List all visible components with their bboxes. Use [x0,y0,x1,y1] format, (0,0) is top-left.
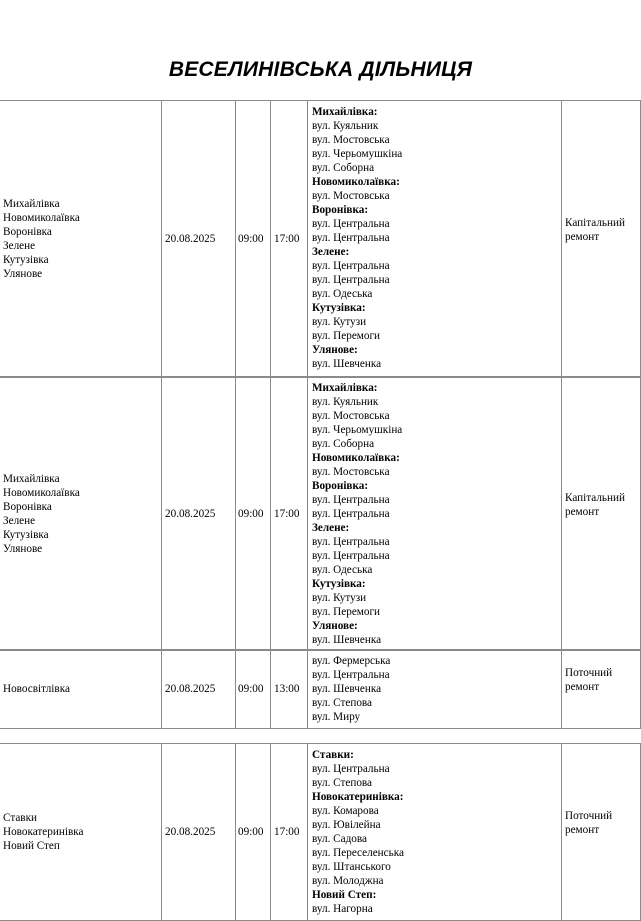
column-divider [561,650,562,728]
repair-type-text: Поточний [565,810,613,822]
street-name: вул. Центральна [312,508,390,520]
village-name: Кутузівка [3,528,49,541]
village-heading: Новомиколаївка: [312,452,400,464]
village-heading: Новокатеринівка: [312,791,404,803]
street-name: вул. Куяльник [312,396,379,408]
repair-type-text: ремонт [565,231,600,243]
column-divider [561,101,562,377]
column-divider [307,377,308,650]
column-divider [161,377,162,650]
column-divider [561,377,562,650]
date-cell: 20.08.2025 [165,683,216,695]
repair-type-text: ремонт [565,505,600,518]
village-name: Воронівка [3,500,52,513]
table-row [0,649,641,729]
street-name: вул. Комарова [312,805,379,817]
column-divider [161,650,162,728]
village-heading: Зелене: [312,522,350,534]
street-name: вул. Миру [312,711,361,723]
streets-cell [312,748,404,916]
street-name: вул. Штанського [312,861,391,873]
street-name: вул. Фермерська [312,655,391,667]
street-name: вул. Соборна [312,162,375,174]
repair-type-cell [565,666,612,694]
street-name: вул. Мостовська [312,134,390,146]
table-row [0,743,641,921]
villages-cell [3,811,83,853]
table-row [0,376,641,651]
start-time-cell: 09:00 [238,826,264,838]
village-name: Ставки [3,812,38,824]
date-cell: 20.08.2025 [165,233,216,245]
village-name: Кутузівка [3,254,49,266]
village-heading: Михайлівка: [312,106,378,118]
village-heading: Ставки: [312,749,354,761]
column-divider [561,744,562,920]
repair-type-cell [565,809,612,837]
street-name: вул. Центральна [312,218,390,230]
street-name: вул. Кутузи [312,316,367,328]
street-name: вул. Шевченка [312,683,382,695]
street-name: вул. Шевченка [312,358,382,370]
repair-type-text: Капітальний [565,217,625,229]
table-row [0,100,641,378]
street-name: вул. Молоджна [312,875,384,887]
street-name: вул. Переселенська [312,847,404,859]
street-name: вул. Степова [312,777,373,789]
village-heading: Кутузівка: [312,302,366,314]
column-divider [235,744,236,920]
streets-cell [312,381,402,647]
street-name: вул. Нагорна [312,903,373,915]
street-name: вул. Ювілейна [312,819,381,831]
column-divider [270,744,271,920]
streets-cell [312,105,402,371]
street-name: вул. Перемоги [312,606,381,618]
street-name: вул. Одеська [312,288,373,300]
village-name: Новокатеринівка [3,826,84,838]
street-name: вул. Мостовська [312,190,390,202]
street-name: вул. Центральна [312,763,390,775]
village-name: Новий Степ [3,840,60,852]
village-name: Михайлівка [3,472,60,485]
village-name: Воронівка [3,226,52,238]
village-heading: Зелене: [312,246,350,258]
repair-type-text: ремонт [565,681,600,693]
page-title: ВЕСЕЛИНІВСЬКА ДІЛЬНИЦЯ [168,58,473,81]
end-time-cell: 17:00 [274,233,300,245]
repair-type-cell [565,216,625,244]
village-name: Улянове [3,268,43,280]
column-divider [235,377,236,650]
column-divider [307,101,308,377]
column-divider [270,650,271,728]
repair-type-cell [565,491,625,519]
street-name: вул. Черьомушкіна [312,424,403,436]
street-name: вул. Соборна [312,438,375,450]
street-name: вул. Кутузи [312,592,367,604]
village-name: Зелене [3,240,36,252]
street-name: вул. Садова [312,833,367,845]
column-divider [235,101,236,377]
street-name: вул. Мостовська [312,410,390,422]
street-name: вул. Центральна [312,536,390,548]
street-name: вул. Центральна [312,274,390,286]
village-heading: Кутузівка: [312,578,366,590]
village-heading: Улянове: [312,344,358,356]
column-divider [270,377,271,650]
villages-cell [3,472,80,556]
start-time-cell: 09:00 [238,683,264,695]
village-name: Михайлівка [3,198,60,210]
street-name: вул. Шевченка [312,634,382,646]
village-heading: Воронівка: [312,480,369,492]
street-name: вул. Центральна [312,260,390,272]
repair-type-text: Поточний [565,667,613,679]
street-name: вул. Одеська [312,564,373,576]
street-name: вул. Центральна [312,232,390,244]
street-name: вул. Степова [312,697,373,709]
street-name: вул. Куяльник [312,120,379,132]
village-heading: Новий Степ: [312,889,377,901]
village-name: Зелене [3,514,36,527]
end-time-cell: 17:00 [274,826,300,838]
column-divider [307,650,308,728]
village-heading: Воронівка: [312,204,369,216]
village-name: Новомиколаївка [3,486,80,499]
date-cell: 20.08.2025 [165,826,216,838]
village-name: Новомиколаївка [3,212,80,224]
column-divider [270,101,271,377]
village-name: Улянове [3,542,43,555]
street-name: вул. Центральна [312,550,390,562]
street-name: вул. Черьомушкіна [312,148,403,160]
start-time-cell: 09:00 [238,233,264,245]
column-divider [307,744,308,920]
repair-type-text: Капітальний [565,491,625,504]
start-time-cell: 09:00 [238,507,264,520]
village-heading: Михайлівка: [312,382,378,394]
village-heading: Новомиколаївка: [312,176,400,188]
streets-cell [312,654,390,724]
village-name: Новосвітлівка [3,683,70,695]
column-divider [161,101,162,377]
villages-cell [3,197,80,281]
column-divider [161,744,162,920]
end-time-cell: 13:00 [274,683,300,695]
repair-type-text: ремонт [565,824,600,836]
column-divider [235,650,236,728]
street-name: вул. Центральна [312,494,390,506]
village-heading: Улянове: [312,620,358,632]
street-name: вул. Центральна [312,669,390,681]
street-name: вул. Мостовська [312,466,390,478]
date-cell: 20.08.2025 [165,507,216,520]
end-time-cell: 17:00 [274,507,300,520]
villages-cell [3,682,70,696]
street-name: вул. Перемоги [312,330,381,342]
